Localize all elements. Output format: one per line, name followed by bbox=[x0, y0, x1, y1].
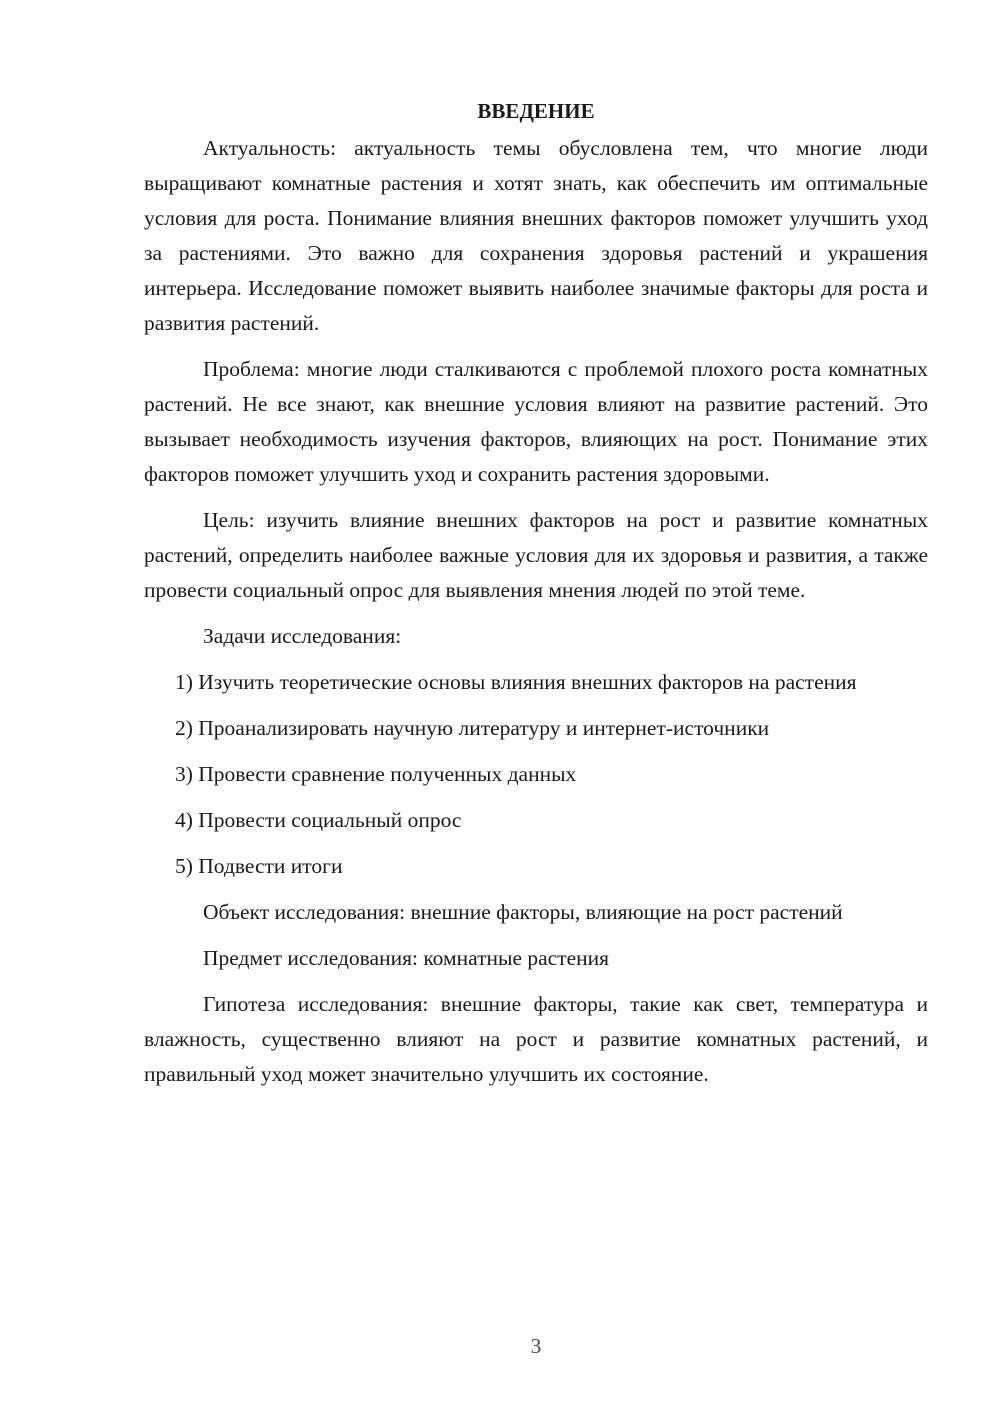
subject-paragraph: Предмет исследования: комнатные растения bbox=[203, 946, 610, 970]
object-paragraph: Объект исследования: внешние факторы, влияющие на рост растений bbox=[203, 900, 843, 924]
page-title: ВВЕДЕНИЕ bbox=[477, 99, 595, 123]
task-item-2: 2) Проанализировать научную литературу и интернет-источники bbox=[175, 716, 770, 740]
task-item-1: 1) Изучить теоретические основы влияния внешних факторов на растения bbox=[175, 670, 857, 694]
task-item-3: 3) Провести сравнение полученных данных bbox=[175, 762, 577, 786]
page-number: 3 bbox=[530, 1334, 542, 1358]
hypothesis-paragraph: Гипотеза исследования: внешние факторы, такие как свет, температура и влажность, существенно влияют на рост и развитие комнатных растений, и правильный уход может значительно улучшить их состояние. bbox=[144, 992, 928, 1086]
task-item-4: 4) Провести социальный опрос bbox=[175, 808, 462, 832]
relevance-paragraph: Актуальность: актуальность темы обусловлена тем, что многие люди выращивают комнатные растения и хотят знать, как обеспечить им оптимальные условия для роста. Понимание влияния внешних факторов поможет улучшить уход за растениями. Это важно для сохранения здоровья растений и украшения интерьера. Исследование поможет выявить наиболее значимые факторы для роста и развития растений. bbox=[144, 136, 928, 335]
goal-paragraph: Цель: изучить влияние внешних факторов на рост и развитие комнатных растений, определить наиболее важные условия для их здоровья и развития, а также провести социальный опрос для выявления мнения людей по этой теме. bbox=[144, 508, 928, 602]
tasks-heading: Задачи исследования: bbox=[203, 624, 402, 648]
task-item-5: 5) Подвести итоги bbox=[175, 854, 343, 878]
problem-paragraph: Проблема: многие люди сталкиваются с проблемой плохого роста комнатных растений. Не все знают, как внешние условия влияют на развитие растений. Это вызывает необходимость изучения факторов, влияющих на рост. Понимание этих факторов поможет улучшить уход и сохранить растения здоровыми. bbox=[144, 357, 928, 486]
document-page bbox=[144, 96, 928, 1103]
